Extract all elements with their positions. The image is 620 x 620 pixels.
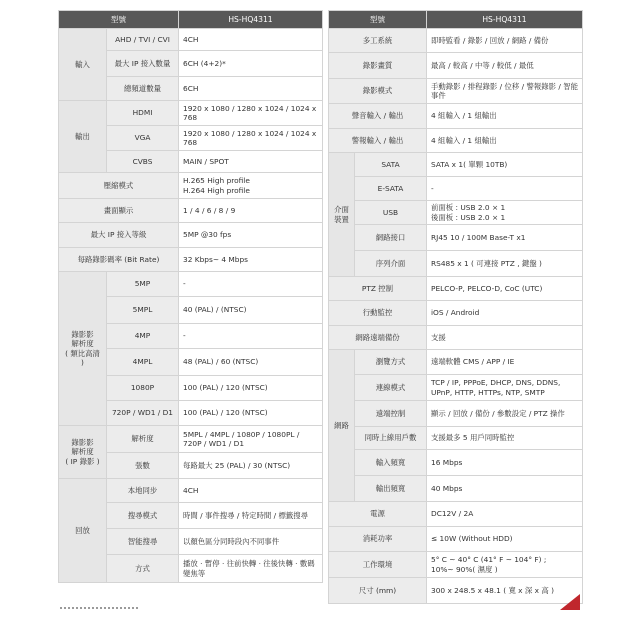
- table-row: [329, 201, 583, 225]
- row-group-label: 網路: [329, 350, 355, 502]
- row-label: 4MP: [107, 324, 179, 349]
- table-row: [329, 277, 583, 301]
- row-value: 5MP @30 fps: [179, 223, 323, 248]
- row-value: 播放 · 暫停 · 往前快轉 · 往後快轉 · 數碼變焦等: [179, 555, 323, 583]
- row-value: 時間 / 事件搜尋 / 特定時間 / 標籤搜尋: [179, 503, 323, 529]
- row-value: SATA x 1( 單顆 10TB): [427, 153, 583, 177]
- row-label: 網路遠端備份: [329, 326, 427, 350]
- row-label: 連線模式: [355, 375, 427, 401]
- row-label: 畫面顯示: [59, 199, 179, 223]
- table-row: [329, 129, 583, 153]
- row-value: 前面板 : USB 2.0 × 1 後面板 : USB 2.0 × 1: [427, 201, 583, 225]
- row-value: 每路最大 25 (PAL) / 30 (NTSC): [179, 453, 323, 479]
- row-value: 手動錄影 / 排程錄影 / 位移 / 警報錄影 / 智能事件: [427, 79, 583, 104]
- row-value: 40 (PAL) / (NTSC): [179, 297, 323, 324]
- table-row: [329, 450, 583, 476]
- row-label: 工作環境: [329, 552, 427, 578]
- table-row: [329, 29, 583, 53]
- row-group-label: 回放: [59, 479, 107, 583]
- row-label: 網路接口: [355, 225, 427, 251]
- row-label: 本地同步: [107, 479, 179, 503]
- table-row: [329, 401, 583, 427]
- table-row: [59, 272, 323, 297]
- row-value: 5MPL / 4MPL / 1080P / 1080PL / 720P / WD1 / D1: [179, 426, 323, 453]
- row-value: 32 Kbps~ 4 Mbps: [179, 248, 323, 272]
- row-value: 40 Mbps: [427, 476, 583, 502]
- row-label: 4MPL: [107, 349, 179, 376]
- row-label: 解析度: [107, 426, 179, 453]
- row-label: PTZ 控制: [329, 277, 427, 301]
- row-value: 支援最多 5 用戶同時監控: [427, 427, 583, 450]
- table-row: [59, 199, 323, 223]
- row-label: AHD / TVI / CVI: [107, 29, 179, 51]
- row-label: HDMI: [107, 101, 179, 126]
- row-label: 1080P: [107, 376, 179, 401]
- row-value: 6CH: [179, 77, 323, 101]
- table-row: [329, 104, 583, 129]
- table-row: [329, 153, 583, 177]
- row-label: 序列介面: [355, 251, 427, 277]
- row-value: 即時監看 / 錄影 / 回放 / 網路 / 備份: [427, 29, 583, 53]
- row-value: 遠端軟體 CMS / APP / IE: [427, 350, 583, 375]
- row-value: MAIN / SPOT: [179, 151, 323, 173]
- row-label: 尺寸 (mm): [329, 578, 427, 604]
- row-value: 100 (PAL) / 120 (NTSC): [179, 376, 323, 401]
- row-label: 每路錄影碼率 (Bit Rate): [59, 248, 179, 272]
- row-label: 壓縮模式: [59, 173, 179, 199]
- row-value: 4CH: [179, 479, 323, 503]
- row-label: VGA: [107, 126, 179, 151]
- row-label: 消耗功率: [329, 527, 427, 552]
- header-model-label: 型號: [59, 11, 179, 29]
- row-label: 輸入頻寬: [355, 450, 427, 476]
- spec-table-left: [58, 10, 323, 583]
- corner-accent: [560, 594, 580, 610]
- footer-divider: [60, 607, 138, 613]
- table-row: [329, 350, 583, 375]
- row-label: 錄影模式: [329, 79, 427, 104]
- table-header-row: [329, 11, 583, 29]
- row-value: iOS / Android: [427, 301, 583, 326]
- row-value: 4 組輸入 / 1 組輸出: [427, 129, 583, 153]
- row-label: 最大 IP 接入數量: [107, 51, 179, 77]
- row-group-label: 輸入: [59, 29, 107, 101]
- table-row: [59, 223, 323, 248]
- row-value: ≤ 10W (Without HDD): [427, 527, 583, 552]
- row-label: 行動監控: [329, 301, 427, 326]
- table-row: [329, 578, 583, 604]
- table-row: [329, 375, 583, 401]
- header-model-value: HS-HQ4311: [427, 11, 583, 29]
- table-row: [329, 225, 583, 251]
- row-value: 最高 / 較高 / 中等 / 較低 / 最低: [427, 53, 583, 79]
- row-label: 電源: [329, 502, 427, 527]
- row-value: 300 x 248.5 x 48.1 ( 寬 x 深 x 高 ): [427, 578, 583, 604]
- row-label: 張數: [107, 453, 179, 479]
- row-label: 同時上線用戶數: [355, 427, 427, 450]
- row-value: 1920 x 1080 / 1280 x 1024 / 1024 x 768: [179, 101, 323, 126]
- table-row: [59, 101, 323, 126]
- row-label: 聲音輸入 / 輸出: [329, 104, 427, 129]
- row-group-label: 輸出: [59, 101, 107, 173]
- row-label: USB: [355, 201, 427, 225]
- row-value: H.265 High profile H.264 High profile: [179, 173, 323, 199]
- row-label: E-SATA: [355, 177, 427, 201]
- table-row: [329, 53, 583, 79]
- row-value: 4CH: [179, 29, 323, 51]
- header-model-label: 型號: [329, 11, 427, 29]
- row-value: 顯示 / 回放 / 備份 / 參數設定 / PTZ 操作: [427, 401, 583, 427]
- table-row: [329, 177, 583, 201]
- row-value: 1 / 4 / 6 / 8 / 9: [179, 199, 323, 223]
- table-row: [59, 29, 323, 51]
- table-row: [59, 479, 323, 503]
- table-row: [329, 301, 583, 326]
- row-label: 720P / WD1 / D1: [107, 401, 179, 426]
- header-model-value: HS-HQ4311: [179, 11, 323, 29]
- row-label: 方式: [107, 555, 179, 583]
- row-value: 6CH (4+2)*: [179, 51, 323, 77]
- row-label: SATA: [355, 153, 427, 177]
- row-value: PELCO-P, PELCO-D, CoC (UTC): [427, 277, 583, 301]
- row-label: 錄影畫質: [329, 53, 427, 79]
- table-header-row: [59, 11, 323, 29]
- table-row: [329, 552, 583, 578]
- table-row: [59, 426, 323, 453]
- row-label: 瀏覽方式: [355, 350, 427, 375]
- row-value: 100 (PAL) / 120 (NTSC): [179, 401, 323, 426]
- row-label: CVBS: [107, 151, 179, 173]
- row-label: 總頻道數量: [107, 77, 179, 101]
- row-value: TCP / IP, PPPoE, DHCP, DNS, DDNS, UPnP, HTTP, HTTPs, NTP, SMTP: [427, 375, 583, 401]
- row-value: DC12V / 2A: [427, 502, 583, 527]
- table-row: [59, 173, 323, 199]
- row-label: 搜尋模式: [107, 503, 179, 529]
- row-value: RS485 x 1 ( 可連接 PTZ , 鍵盤 ): [427, 251, 583, 277]
- row-value: -: [179, 272, 323, 297]
- row-label: 多工系統: [329, 29, 427, 53]
- row-value: 48 (PAL) / 60 (NTSC): [179, 349, 323, 376]
- row-value: 16 Mbps: [427, 450, 583, 476]
- row-value: 1920 x 1080 / 1280 x 1024 / 1024 x 768: [179, 126, 323, 151]
- row-value: 以顏色區分同時段內不同事件: [179, 529, 323, 555]
- row-label: 5MP: [107, 272, 179, 297]
- row-label: 遠端控制: [355, 401, 427, 427]
- table-row: [329, 476, 583, 502]
- table-row: [329, 251, 583, 277]
- table-row: [329, 79, 583, 104]
- table-row: [329, 427, 583, 450]
- row-label: 輸出頻寬: [355, 476, 427, 502]
- row-value: -: [179, 324, 323, 349]
- row-value: -: [427, 177, 583, 201]
- row-value: 5° C ~ 40° C (41° F ~ 104° F) ; 10%~ 90%( 濕度 ): [427, 552, 583, 578]
- row-group-label: 錄影影 解析度 ( 類比高清 ): [59, 272, 107, 426]
- row-label: 警報輸入 / 輸出: [329, 129, 427, 153]
- row-group-label: 介面 裝置: [329, 153, 355, 277]
- row-value: RJ45 10 / 100M Base-T x1: [427, 225, 583, 251]
- table-row: [329, 326, 583, 350]
- table-row: [59, 248, 323, 272]
- row-label: 智能搜尋: [107, 529, 179, 555]
- row-group-label: 錄影影 解析度 ( IP 錄影 ): [59, 426, 107, 479]
- spec-table-right: [328, 10, 583, 604]
- row-value: 支援: [427, 326, 583, 350]
- row-label: 最大 IP 接入等級: [59, 223, 179, 248]
- row-value: 4 組輸入 / 1 組輸出: [427, 104, 583, 129]
- row-label: 5MPL: [107, 297, 179, 324]
- table-row: [329, 527, 583, 552]
- table-row: [329, 502, 583, 527]
